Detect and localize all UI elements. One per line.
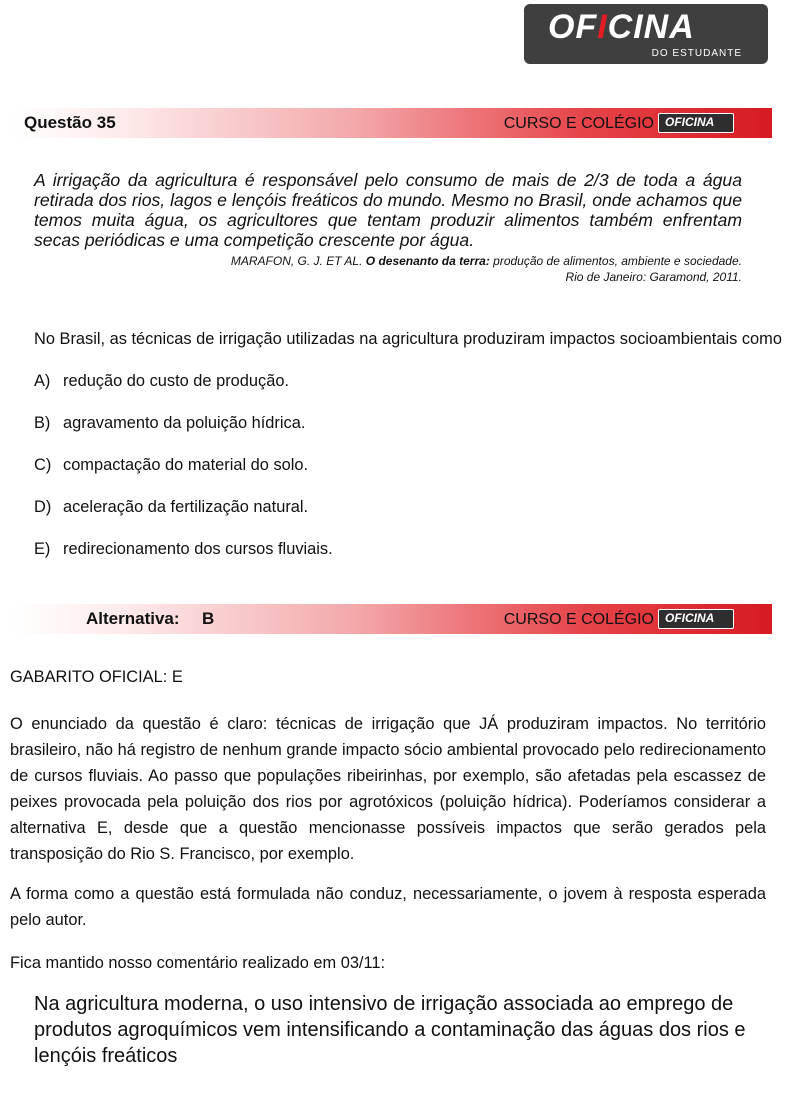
option-letter: B) — [34, 414, 51, 432]
option-letter: C) — [34, 456, 52, 474]
option-d — [34, 498, 308, 517]
option-letter: D) — [34, 498, 52, 516]
option-text: compactação do material do solo. — [63, 456, 309, 474]
answer-label: Alternativa: — [86, 609, 180, 628]
option-text: agravamento da poluição hídrica. — [63, 414, 306, 432]
option-e — [34, 540, 333, 559]
previous-comment: Na agricultura moderna, o uso intensivo de irrigação associada ao emprego de produtos agroquímicos vem intensificando a contaminação das águas dos rios e lençóis freáticos — [34, 993, 746, 1067]
option-text: redirecionamento dos cursos fluviais. — [63, 540, 333, 558]
course-label: CURSO E COLÉGIO — [503, 611, 654, 628]
question-header-bar — [12, 108, 772, 138]
commentary-paragraph: Fica mantido nosso comentário realizado em 03/11: — [10, 954, 386, 972]
official-answer: GABARITO OFICIAL: E — [10, 668, 183, 686]
question-stem: No Brasil, as técnicas de irrigação utilizadas na agricultura produziram impactos socioambientais como — [34, 330, 782, 348]
citation-line-1: MARAFON, G. J. ET AL. O desenanto da terra: produção de alimentos, ambiente e sociedade. — [230, 254, 742, 268]
commentary-paragraph: O enunciado da questão é claro: técnicas de irrigação que JÁ produziram impactos. No território brasileiro, não há registro de nenhum grande impacto sócio ambiental provocado pelo redirecionamento de cursos fluviais. Ao passo que populações ribeirinhas, por exemplo, são afetadas pela escassez de peixes provocada pela poluição dos rios por agrotóxicos (poluição hídrica). Poderíamos considerar a alternativa E, desde que a questão mencionasse possíveis impactos que serão gerados pela transposição do Rio S. Francisco, por exemplo. — [10, 715, 766, 863]
option-text: redução do custo de produção. — [63, 372, 289, 390]
quote-text: A irrigação da agricultura é responsável pelo consumo de mais de 2/3 de toda a água retirada dos rios, lagos e lençóis freáticos do mundo. Mesmo no Brasil, onde achamos que temos muita água, os agricultores que tentam produzir alimentos também enfrentam secas periódicas e uma competição crescente por água. — [34, 170, 742, 250]
mini-logo: OFICINA — [658, 113, 734, 133]
mini-logo: OFICINA — [658, 609, 734, 629]
logo-wordmark: OFICINA — [548, 8, 695, 46]
answer-value: B — [202, 609, 215, 628]
option-a — [34, 372, 289, 391]
citation-line-2: Rio de Janeiro: Garamond, 2011. — [565, 270, 742, 284]
course-label: CURSO E COLÉGIO — [503, 115, 654, 132]
option-letter: A) — [34, 372, 51, 390]
oficina-logo — [524, 4, 768, 64]
question-number: Questão 35 — [24, 113, 116, 132]
commentary-paragraph: A forma como a questão está formulada não conduz, necessariamente, o jovem à resposta esperada pelo autor. — [10, 885, 766, 929]
option-letter: E) — [34, 540, 51, 558]
option-c — [34, 456, 308, 475]
answer-header-bar — [12, 604, 772, 634]
option-text: aceleração da fertilização natural. — [63, 498, 309, 516]
option-b — [34, 414, 305, 433]
logo-subtitle: DO ESTUDANTE — [651, 48, 742, 59]
